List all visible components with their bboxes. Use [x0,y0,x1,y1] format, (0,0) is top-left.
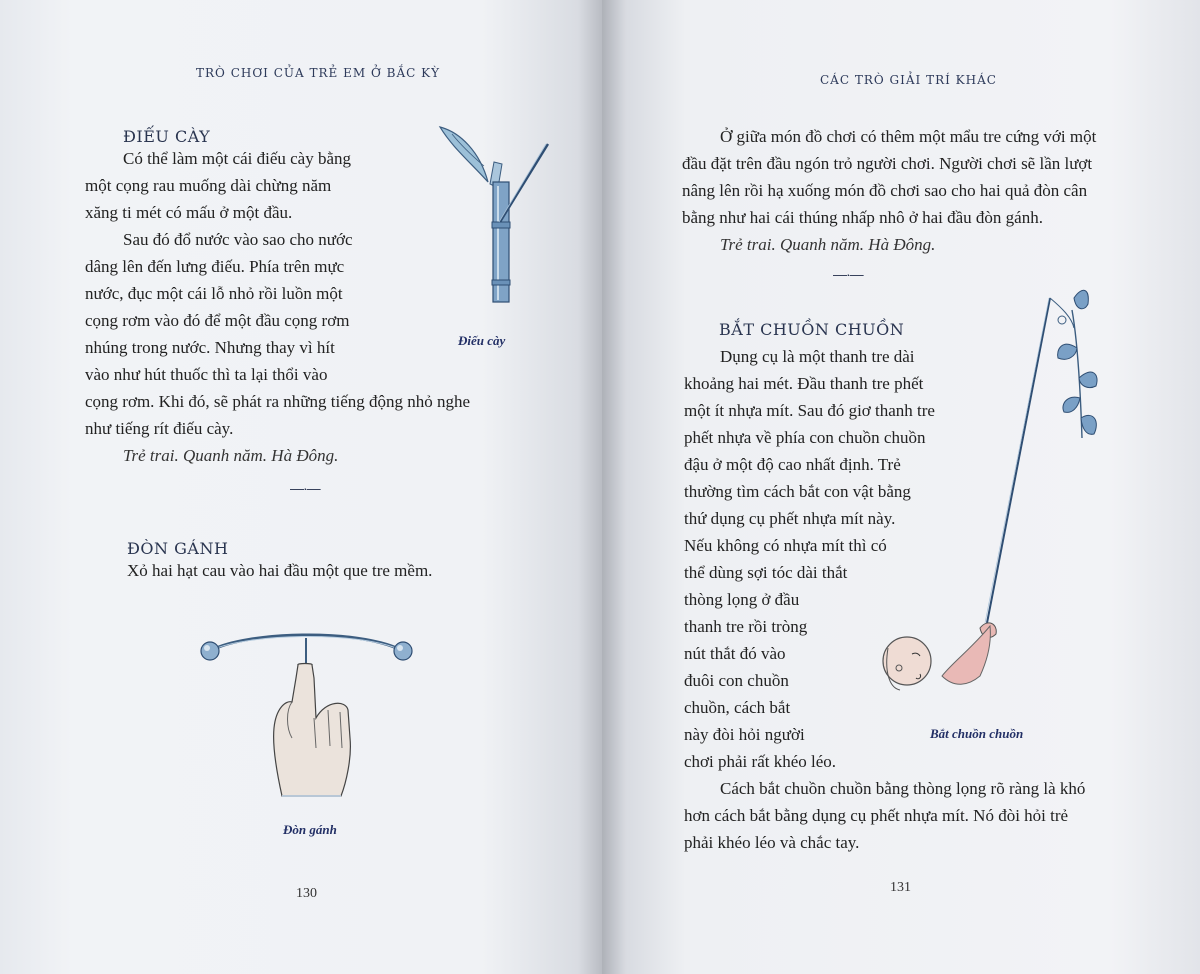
text-line: thanh tre rồi tròng [684,617,808,636]
page-number: 130 [296,886,317,901]
text-line: này đòi hỏi người [684,725,805,744]
text-line: Có thể làm một cái điếu cày bằng [123,149,352,168]
text-line: cọng rơm. Khi đó, sẽ phát ra những tiếng động nhỏ nghe [85,392,471,411]
text-line: Sau đó đổ nước vào sao cho nước [123,230,353,249]
section-title-bat-chuon-chuon: BẮT CHUỒN CHUỒN [719,320,905,339]
figure-caption-dieu-cay: Điếu cày [458,333,506,348]
text-line: Ở giữa món đồ chơi có thêm một mẩu tre cứng với một [720,127,1097,146]
text-line: dâng lên đến lưng điếu. Phía trên mực [85,257,345,276]
text-line: đầu đặt trên đầu ngón trỏ người chơi. Người chơi sẽ lần lượt [682,154,1093,173]
text-line: thể dùng sợi tóc dài thắt [684,563,848,582]
text-line: thòng lọng ở đầu [684,590,800,609]
text-line: thứ dụng cụ phết nhựa mít này. [684,509,896,528]
text-line: bằng như hai cái thúng nhấp nhô ở hai đầu đòn gánh. [682,208,1043,227]
text-line: nhúng trong nước. Nhưng thay vì hít [85,338,335,357]
section-divider: —·— [290,480,320,496]
text-line: Cách bắt chuồn chuồn bằng thòng lọng rõ ràng là khó [720,779,1086,798]
running-header: TRÒ CHƠI CỦA TRẺ EM Ở BẮC KỲ [196,66,440,80]
text-line: phết nhựa về phía con chuồn chuồn [684,428,926,447]
paragraph-intro [682,123,1096,258]
meta-note: Trẻ trai. Quanh năm. Hà Đông. [720,235,936,254]
text-line: nâng lên rồi hạ xuống món đồ chơi sao cho hai quả đòn cân [682,181,1088,200]
running-header: CÁC TRÒ GIẢI TRÍ KHÁC [820,73,997,87]
text-line: một cọng rau muống dài chừng năm [85,176,332,195]
figure-caption-don-ganh: Đòn gánh [283,822,337,837]
text-line: phải khéo léo và chắc tay. [684,833,860,852]
paragraph-don-ganh [127,557,432,584]
figure-caption-bat-chuon-chuon: Bắt chuồn chuồn [930,726,1024,741]
right-page [602,0,1200,974]
section-title-don-ganh: ĐÒN GÁNH [127,539,229,558]
text-line: nước, đục một cái lỗ nhỏ rồi luồn một [85,284,343,303]
text-line: đậu ở một độ cao nhất định. Trẻ [684,455,901,474]
page-number: 131 [890,880,911,895]
text-line: cọng rơm vào đó để một đầu cọng rơm [85,311,350,330]
text-line: hơn cách bắt bằng dụng cụ phết nhựa mít. Nó đòi hỏi trẻ [684,806,1069,825]
paragraph-dieu-cay [85,145,471,469]
text-line: Xỏ hai hạt cau vào hai đầu một que tre mềm. [127,561,433,580]
meta-note: Trẻ trai. Quanh năm. Hà Đông. [123,446,339,465]
text-line: chuồn, cách bắt [684,698,791,717]
text-line: chơi phải rất khéo léo. [684,752,837,771]
text-line: Nếu không có nhựa mít thì có [684,536,887,555]
balance-toy-hand-illustration [196,618,416,798]
bamboo-pipe-illustration [430,122,550,307]
section-divider: —·— [833,266,863,282]
child-dragonfly-catching-illustration [872,278,1112,698]
section-title-dieu-cay: ĐIẾU CÀY [123,127,211,146]
text-line: nút thắt đó vào [684,644,786,663]
text-line: thường tìm cách bắt con vật bằng [684,482,911,501]
text-line: Dụng cụ là một thanh tre dài [720,347,915,366]
text-line: xăng ti mét có mấu ở một đầu. [85,203,293,222]
text-line: khoảng hai mét. Đầu thanh tre phết [684,374,924,393]
text-line: một ít nhựa mít. Sau đó giơ thanh tre [684,401,935,420]
text-line: đuôi con chuồn [684,671,789,690]
text-line: vào như hút thuốc thì ta lại thổi vào [85,365,328,384]
text-line: như tiếng rít điếu cày. [85,419,234,438]
